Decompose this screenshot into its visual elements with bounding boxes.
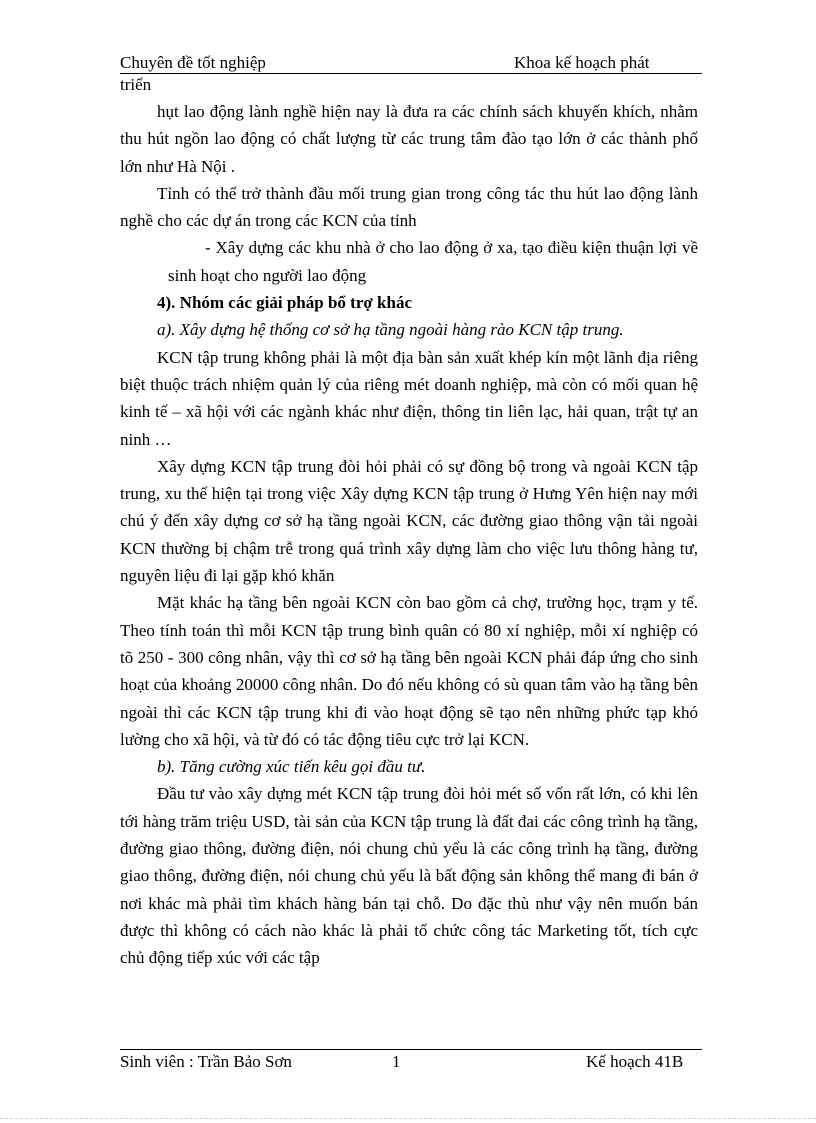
paragraph: Tỉnh có thể trở thành đầu mối trung gian trong công tác thu hút lao động lành nghề cho các dự án trong các KCN của tỉnh <box>120 183 698 231</box>
document-body <box>120 98 698 972</box>
paragraph: KCN tập trung không phải là một địa bàn sản xuất khép kín một lãnh địa riêng biệt thuộc trách nhiệm quản lý của riêng mét doanh nghiệp, mà còn có mối quan hệ kinh tế – xã hội với các ngành khác như điện, thông tin liên lạc, hải quan, trật tự an ninh … <box>120 347 698 449</box>
header-wrap-text: triển <box>120 75 152 94</box>
header-right: Khoa kế hoạch phát <box>514 53 650 72</box>
subsection-heading: a). Xây dựng hệ thống cơ sở hạ tầng ngoài hàng rào KCN tập trung. <box>157 320 624 340</box>
paragraph: Xây dựng KCN tập trung đòi hỏi phải có sự đồng bộ trong và ngoài KCN tập trung, xu thế hiện tại trong việc Xây dựng KCN tập trung ở Hưng Yên hiện nay mới chú ý đến xây dựng cơ sở hạ tầng ngoài KCN, các đường giao thông vận tải ngoài KCN thường bị chậm trễ trong quá trình xây dựng làm cho việc lưu thông hàng tư, nguyên liệu đi lại gặp khó khăn <box>120 456 698 586</box>
page-boundary <box>0 1118 816 1119</box>
paragraph: hụt lao động lành nghề hiện nay là đưa ra các chính sách khuyến khích, nhằm thu hút ngồn lao động có chất lượng từ các trung tâm đào tạo lớn ở các thành phố lớn như Hà Nội . <box>120 102 698 176</box>
section-heading: 4). Nhóm các giải pháp bổ trợ khác <box>157 293 412 313</box>
page-footer <box>120 1049 702 1074</box>
bullet-item: - Xây dựng các khu nhà ở cho lao động ở xa, tạo điều kiện thuận lợi về sinh hoạt cho người lao động <box>168 238 698 285</box>
footer-class: Kế hoạch 41B <box>586 1052 684 1071</box>
page-number: 1 <box>392 1052 401 1071</box>
header-left: Chuyên đề tốt nghiệp <box>120 53 266 72</box>
paragraph: Mặt khác hạ tầng bên ngoài KCN còn bao gồm cả chợ, trường học, trạm y tế. Theo tính toán thì mỗi KCN tập trung bình quân có 80 xí nghiệp, mỗi xí nghiệp có tõ 250 - 300 công nhân, vậy thì cơ sở hạ tầng bên ngoài KCN phải đáp ứng cho sinh hoạt của khoảng 20000 công nhân. Do đó nếu không có sù quan tâm vào hạ tầng bên ngoài thì các KCN tập trung khi đi vào hoạt động sẽ tạo nên những phức tạp khó lường cho xã hội, và từ đó có tác động tiêu cực trở lại KCN. <box>120 593 698 749</box>
paragraph: Đầu tư vào xây dựng mét KCN tập trung đòi hỏi mét số vốn rất lớn, có khi lên tới hàng trăm triệu USD, tài sản của KCN tập trung là đất đai các công trình hạ tầng, đường giao thông, đường điện, nói chung chủ yếu là các công trình hạ tầng, đường giao thông, đường điện, nói chung chủ yếu là bất động sản không thể mang đi bán ở nơi khác mà phải tìm khách hàng bán tại chỗ. Do đặc thù như vậy nên muốn bán được thì không có cách nào khác là phải tổ chức công tác Marketing tốt, tích cực chủ động tiếp xúc với các tập <box>120 784 698 968</box>
page-header <box>120 53 702 74</box>
footer-author: Sinh viên : Trần Bảo Sơn <box>120 1052 292 1071</box>
subsection-heading: b). Tăng cường xúc tiến kêu gọi đầu tư. <box>157 757 426 777</box>
